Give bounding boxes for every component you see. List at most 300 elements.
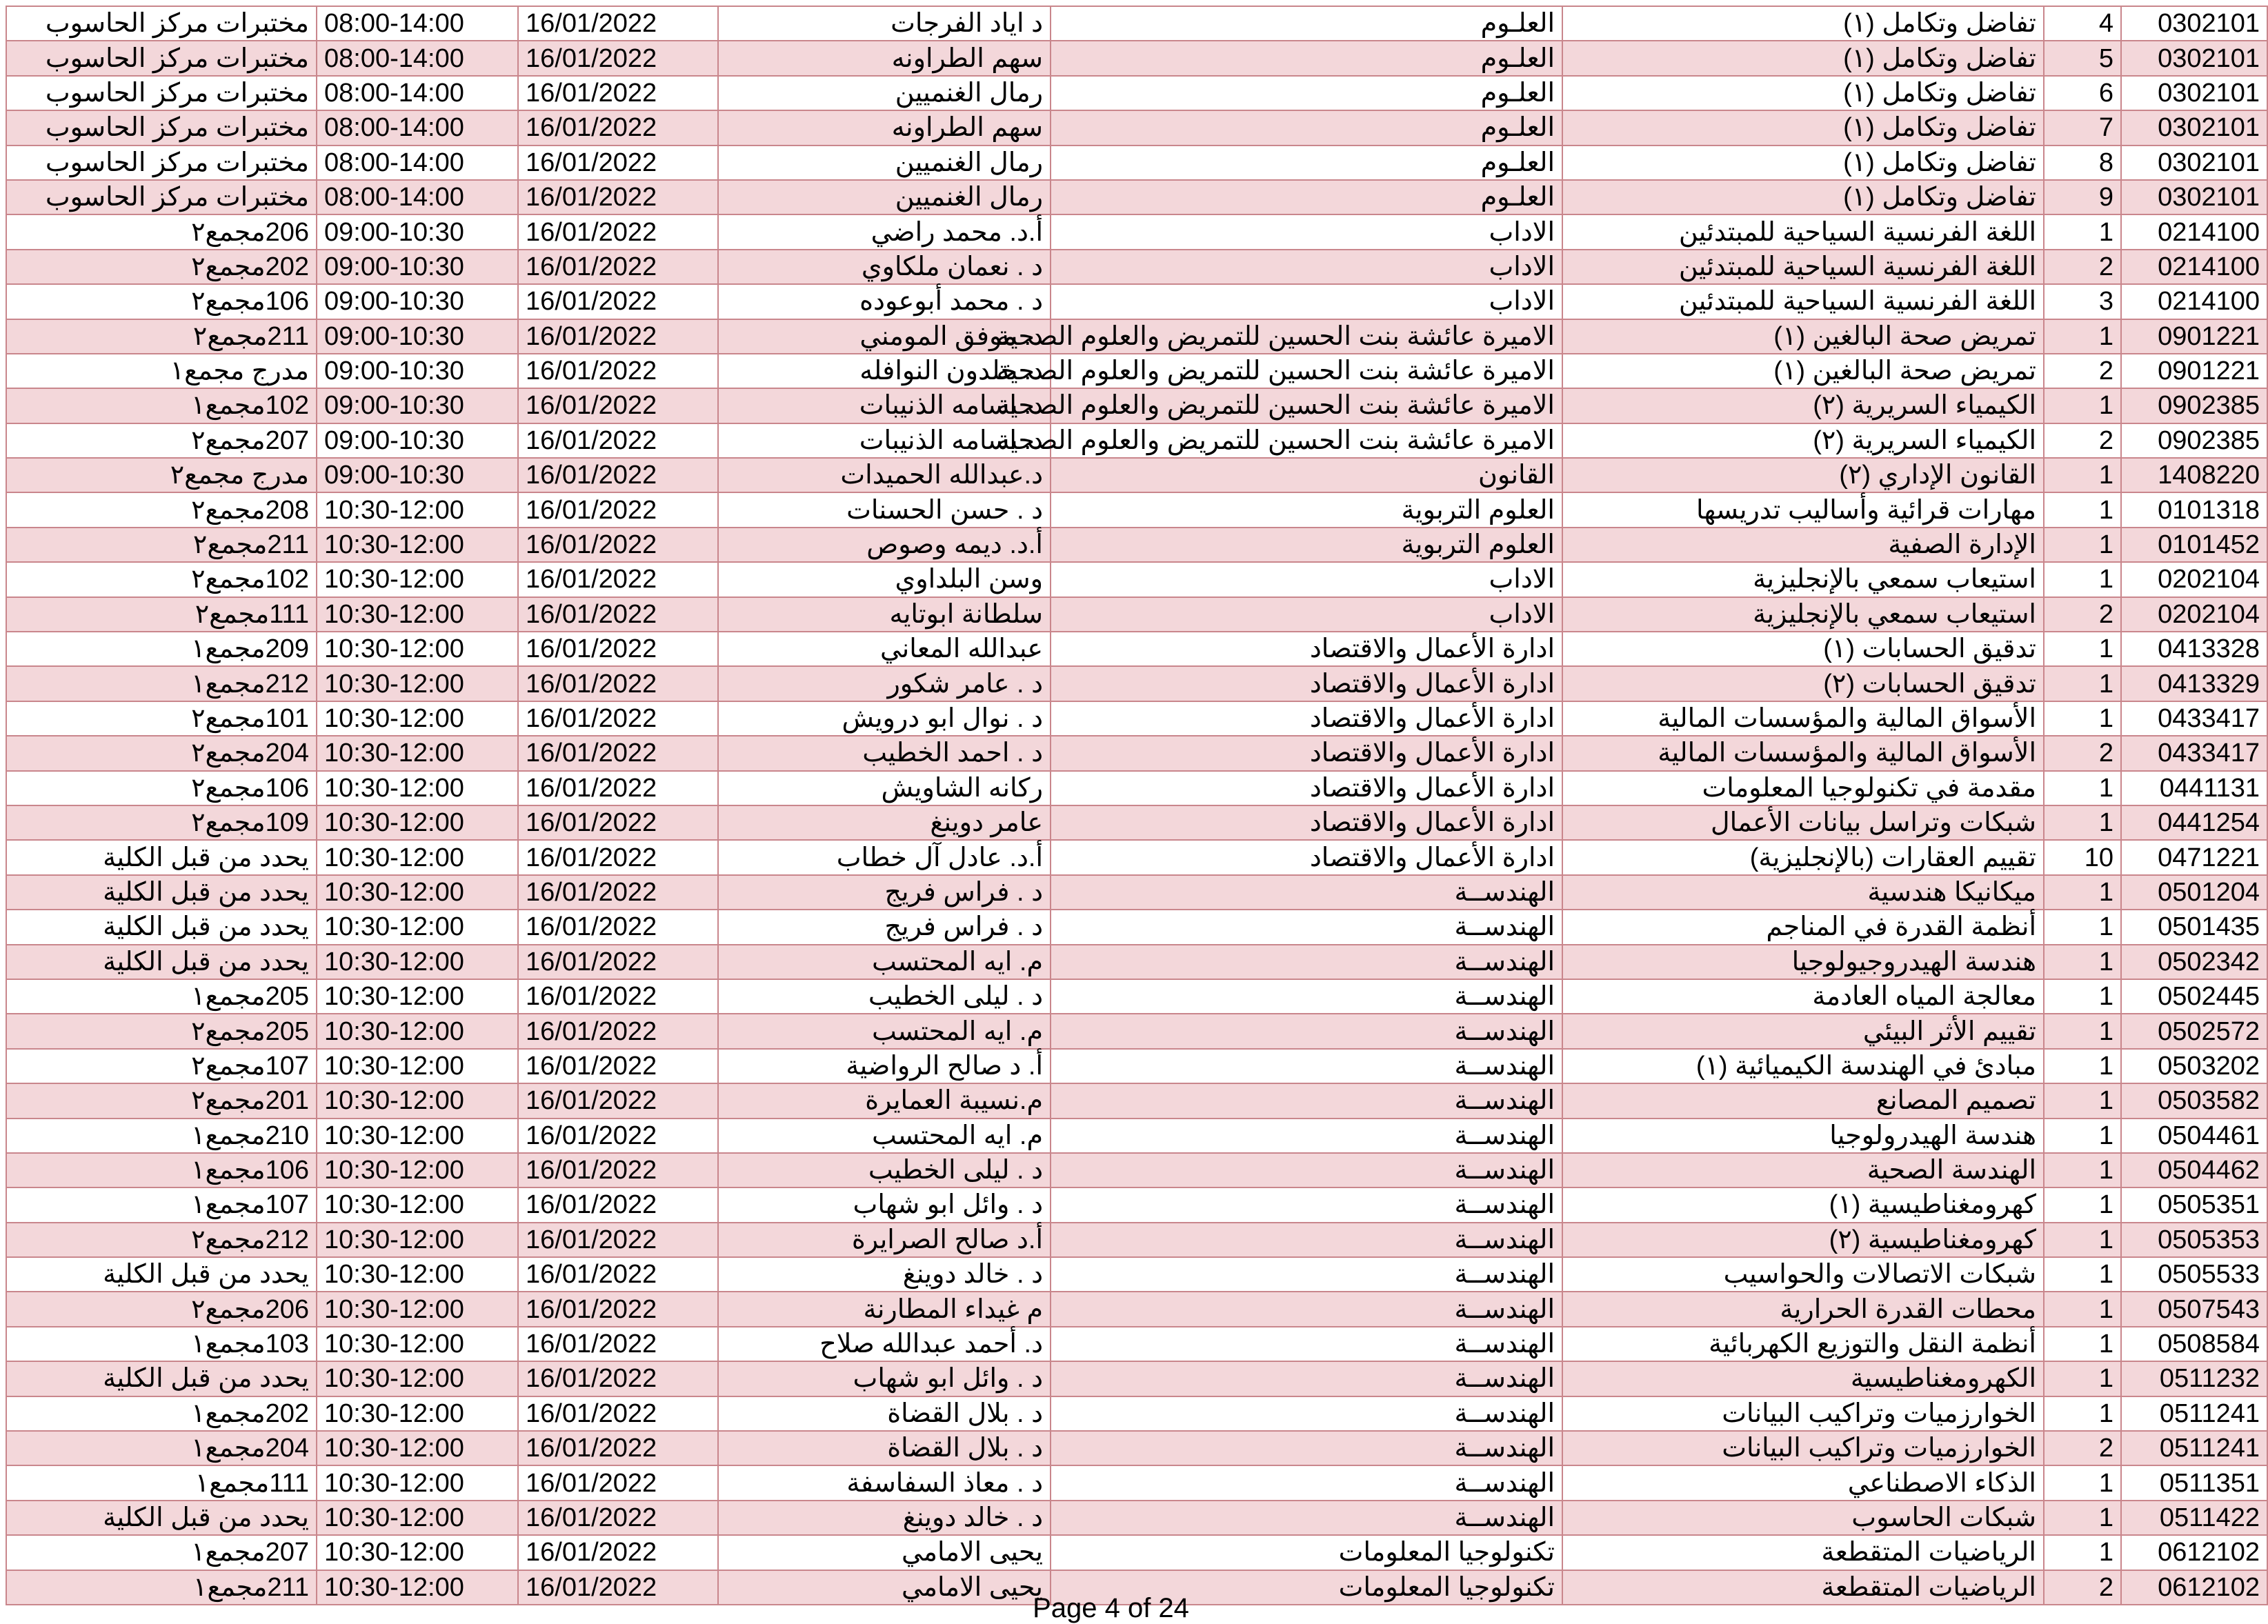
section-number-cell: 1 xyxy=(2044,1223,2121,1257)
section-number-cell: 1 xyxy=(2044,1187,2121,1222)
exam-date-cell: 16/01/2022 xyxy=(518,492,718,527)
section-number-cell: 1 xyxy=(2044,1083,2121,1118)
course-code-cell: 0511351 xyxy=(2121,1465,2267,1500)
exam-room-cell: مختبرات مركز الحاسوب xyxy=(6,146,317,180)
course-name-cell: كهرومغناطيسية (١) xyxy=(1562,1187,2044,1222)
course-code-cell: 0507543 xyxy=(2121,1292,2267,1326)
instructor-cell: د. اسامه الذنيبات xyxy=(718,388,1051,423)
instructor-cell: د . ليلى الخطيب xyxy=(718,979,1051,1014)
section-number-cell: 10 xyxy=(2044,840,2121,874)
faculty-cell: العلـوم xyxy=(1051,180,1562,214)
course-name-cell: تمريض صحة البالغين (١) xyxy=(1562,319,2044,354)
course-code-cell: 0502572 xyxy=(2121,1014,2267,1048)
instructor-cell: د . بلال القضاة xyxy=(718,1396,1051,1431)
course-name-cell: محطات القدرة الحرارية xyxy=(1562,1292,2044,1326)
exam-date-cell: 16/01/2022 xyxy=(518,597,718,632)
course-name-cell: استيعاب سمعي بالإنجليزية xyxy=(1562,562,2044,597)
course-name-cell: الكهرومغناطيسية xyxy=(1562,1361,2044,1396)
course-name-cell: الرياضيات المتقطعة xyxy=(1562,1570,2044,1605)
course-code-cell: 0214100 xyxy=(2121,284,2267,319)
exam-room-cell: 204مجمع٢ xyxy=(6,736,317,770)
exam-room-cell: 205مجمع١ xyxy=(6,979,317,1014)
table-row xyxy=(6,1292,2267,1326)
exam-time-cell: 10:30-12:00 xyxy=(317,910,518,944)
exam-time-cell: 10:30-12:00 xyxy=(317,1396,518,1431)
exam-room-cell: مختبرات مركز الحاسوب xyxy=(6,41,317,75)
section-number-cell: 1 xyxy=(2044,1014,2121,1048)
course-code-cell: 0433417 xyxy=(2121,736,2267,770)
section-number-cell: 5 xyxy=(2044,41,2121,75)
instructor-cell: عبدالله المعاني xyxy=(718,632,1051,666)
exam-date-cell: 16/01/2022 xyxy=(518,214,718,249)
exam-room-cell: 212مجمع٢ xyxy=(6,1223,317,1257)
table-row xyxy=(6,666,2267,701)
exam-room-cell: 103مجمع١ xyxy=(6,1327,317,1361)
course-name-cell: تفاضل وتكامل (١) xyxy=(1562,180,2044,214)
exam-time-cell: 10:30-12:00 xyxy=(317,1501,518,1535)
exam-room-cell: 102مجمع٢ xyxy=(6,562,317,597)
exam-date-cell: 16/01/2022 xyxy=(518,1535,718,1570)
exam-date-cell: 16/01/2022 xyxy=(518,562,718,597)
schedule-body xyxy=(6,6,2267,1605)
section-number-cell: 1 xyxy=(2044,319,2121,354)
course-name-cell: شبكات الحاسوب xyxy=(1562,1501,2044,1535)
exam-time-cell: 08:00-14:00 xyxy=(317,41,518,75)
exam-date-cell: 16/01/2022 xyxy=(518,1327,718,1361)
table-row xyxy=(6,910,2267,944)
exam-date-cell: 16/01/2022 xyxy=(518,1361,718,1396)
exam-room-cell: 207مجمع٢ xyxy=(6,423,317,458)
table-row xyxy=(6,771,2267,805)
table-row xyxy=(6,1119,2267,1153)
exam-time-cell: 10:30-12:00 xyxy=(317,1327,518,1361)
faculty-cell: العلـوم xyxy=(1051,6,1562,41)
section-number-cell: 1 xyxy=(2044,1535,2121,1570)
table-row xyxy=(6,701,2267,736)
exam-date-cell: 16/01/2022 xyxy=(518,319,718,354)
exam-date-cell: 16/01/2022 xyxy=(518,1257,718,1292)
exam-room-cell: 211مجمع٢ xyxy=(6,319,317,354)
course-name-cell: أنظمة النقل والتوزيع الكهربائية xyxy=(1562,1327,2044,1361)
section-number-cell: 1 xyxy=(2044,492,2121,527)
faculty-cell: الهندســة xyxy=(1051,1361,1562,1396)
course-name-cell: الأسواق المالية والمؤسسات المالية xyxy=(1562,701,2044,736)
course-name-cell: الأسواق المالية والمؤسسات المالية xyxy=(1562,736,2044,770)
table-row xyxy=(6,1153,2267,1187)
course-code-cell: 0302101 xyxy=(2121,180,2267,214)
exam-date-cell: 16/01/2022 xyxy=(518,76,718,110)
exam-date-cell: 16/01/2022 xyxy=(518,110,718,145)
instructor-cell: د . خالد دوينغ xyxy=(718,1257,1051,1292)
exam-time-cell: 10:30-12:00 xyxy=(317,1223,518,1257)
instructor-cell: د . نوال ابو درويش xyxy=(718,701,1051,736)
course-code-cell: 0505533 xyxy=(2121,1257,2267,1292)
section-number-cell: 2 xyxy=(2044,597,2121,632)
exam-room-cell: مدرج مجمع١ xyxy=(6,354,317,388)
exam-date-cell: 16/01/2022 xyxy=(518,1187,718,1222)
faculty-cell: ادارة الأعمال والاقتصاد xyxy=(1051,736,1562,770)
faculty-cell: ادارة الأعمال والاقتصاد xyxy=(1051,666,1562,701)
instructor-cell: م غيداء المطارنة xyxy=(718,1292,1051,1326)
faculty-cell: ادارة الأعمال والاقتصاد xyxy=(1051,701,1562,736)
course-name-cell: الذكاء الاصطناعي xyxy=(1562,1465,2044,1500)
exam-time-cell: 10:30-12:00 xyxy=(317,701,518,736)
table-row xyxy=(6,76,2267,110)
instructor-cell: د اياد الفرجات xyxy=(718,6,1051,41)
exam-time-cell: 08:00-14:00 xyxy=(317,180,518,214)
instructor-cell: م.نسيبة العمايرة xyxy=(718,1083,1051,1118)
exam-time-cell: 09:00-10:30 xyxy=(317,284,518,319)
exam-time-cell: 10:30-12:00 xyxy=(317,492,518,527)
exam-room-cell: يحدد من قبل الكلية xyxy=(6,1257,317,1292)
exam-date-cell: 16/01/2022 xyxy=(518,666,718,701)
course-code-cell: 0441131 xyxy=(2121,771,2267,805)
section-number-cell: 1 xyxy=(2044,1465,2121,1500)
exam-date-cell: 16/01/2022 xyxy=(518,284,718,319)
exam-date-cell: 16/01/2022 xyxy=(518,632,718,666)
course-name-cell: الخوارزميات وتراكيب البيانات xyxy=(1562,1396,2044,1431)
faculty-cell: الهندســة xyxy=(1051,1431,1562,1465)
table-row xyxy=(6,1535,2267,1570)
course-code-cell: 0441254 xyxy=(2121,805,2267,840)
table-row xyxy=(6,1361,2267,1396)
course-code-cell: 0511232 xyxy=(2121,1361,2267,1396)
exam-date-cell: 16/01/2022 xyxy=(518,458,718,492)
faculty-cell: ادارة الأعمال والاقتصاد xyxy=(1051,805,1562,840)
course-code-cell: 0471221 xyxy=(2121,840,2267,874)
section-number-cell: 1 xyxy=(2044,1396,2121,1431)
exam-time-cell: 10:30-12:00 xyxy=(317,1535,518,1570)
course-name-cell: هندسة الهيدرولوجيا xyxy=(1562,1119,2044,1153)
course-code-cell: 0501435 xyxy=(2121,910,2267,944)
section-number-cell: 1 xyxy=(2044,701,2121,736)
exam-time-cell: 10:30-12:00 xyxy=(317,597,518,632)
exam-room-cell: 111مجمع١ xyxy=(6,1465,317,1500)
instructor-cell: د . خالد دوينغ xyxy=(718,1501,1051,1535)
instructor-cell: سهم الطراونه xyxy=(718,110,1051,145)
table-row xyxy=(6,41,2267,75)
instructor-cell: ركانه الشاويش xyxy=(718,771,1051,805)
instructor-cell: وسن البلداوي xyxy=(718,562,1051,597)
section-number-cell: 1 xyxy=(2044,214,2121,249)
instructor-cell: د . وائل ابو شهاب xyxy=(718,1361,1051,1396)
instructor-cell: أ.د. عادل آل خطاب xyxy=(718,840,1051,874)
section-number-cell: 1 xyxy=(2044,1327,2121,1361)
table-row xyxy=(6,354,2267,388)
faculty-cell: ادارة الأعمال والاقتصاد xyxy=(1051,840,1562,874)
faculty-cell: الهندســة xyxy=(1051,1083,1562,1118)
faculty-cell: الهندســة xyxy=(1051,1257,1562,1292)
faculty-cell: الهندســة xyxy=(1051,1187,1562,1222)
table-row xyxy=(6,284,2267,319)
course-name-cell: كهرومغناطيسية (٢) xyxy=(1562,1223,2044,1257)
exam-time-cell: 09:00-10:30 xyxy=(317,388,518,423)
faculty-cell: الهندســة xyxy=(1051,1327,1562,1361)
exam-time-cell: 08:00-14:00 xyxy=(317,110,518,145)
faculty-cell: الاميرة عائشة بنت الحسين للتمريض والعلوم الصحية xyxy=(1051,423,1562,458)
table-row xyxy=(6,319,2267,354)
course-name-cell: شبكات وتراسل بيانات الأعمال xyxy=(1562,805,2044,840)
section-number-cell: 1 xyxy=(2044,1292,2121,1326)
exam-time-cell: 08:00-14:00 xyxy=(317,146,518,180)
faculty-cell: الاميرة عائشة بنت الحسين للتمريض والعلوم الصحية xyxy=(1051,388,1562,423)
table-row xyxy=(6,1014,2267,1048)
faculty-cell: العلـوم xyxy=(1051,110,1562,145)
exam-time-cell: 10:30-12:00 xyxy=(317,805,518,840)
section-number-cell: 1 xyxy=(2044,388,2121,423)
section-number-cell: 2 xyxy=(2044,1431,2121,1465)
exam-time-cell: 09:00-10:30 xyxy=(317,423,518,458)
exam-time-cell: 09:00-10:30 xyxy=(317,354,518,388)
course-code-cell: 0302101 xyxy=(2121,146,2267,180)
section-number-cell: 1 xyxy=(2044,979,2121,1014)
exam-time-cell: 10:30-12:00 xyxy=(317,1187,518,1222)
exam-date-cell: 16/01/2022 xyxy=(518,41,718,75)
exam-date-cell: 16/01/2022 xyxy=(518,180,718,214)
faculty-cell: العلوم التربوية xyxy=(1051,492,1562,527)
course-name-cell: الهندسة الصحية xyxy=(1562,1153,2044,1187)
course-name-cell: تفاضل وتكامل (١) xyxy=(1562,146,2044,180)
section-number-cell: 2 xyxy=(2044,354,2121,388)
table-row xyxy=(6,1257,2267,1292)
course-name-cell: تفاضل وتكامل (١) xyxy=(1562,110,2044,145)
instructor-cell: د.عبدالله الحميدات xyxy=(718,458,1051,492)
table-row xyxy=(6,945,2267,979)
exam-schedule-table xyxy=(6,6,2268,1605)
course-name-cell: هندسة الهيدروجيولوجيا xyxy=(1562,945,2044,979)
exam-time-cell: 09:00-10:30 xyxy=(317,214,518,249)
course-name-cell: اللغة الفرنسية السياحية للمبتدئين xyxy=(1562,214,2044,249)
table-row xyxy=(6,875,2267,910)
section-number-cell: 2 xyxy=(2044,736,2121,770)
instructor-cell: د . عامر شكور xyxy=(718,666,1051,701)
course-code-cell: 0503202 xyxy=(2121,1049,2267,1083)
table-row xyxy=(6,250,2267,284)
exam-date-cell: 16/01/2022 xyxy=(518,1431,718,1465)
exam-time-cell: 10:30-12:00 xyxy=(317,979,518,1014)
instructor-cell: د. خلدون النوافله xyxy=(718,354,1051,388)
course-code-cell: 0902385 xyxy=(2121,423,2267,458)
faculty-cell: الهندســة xyxy=(1051,1153,1562,1187)
course-code-cell: 0214100 xyxy=(2121,250,2267,284)
exam-date-cell: 16/01/2022 xyxy=(518,388,718,423)
instructor-cell: يحيى الامامي xyxy=(718,1570,1051,1605)
table-row xyxy=(6,597,2267,632)
section-number-cell: 1 xyxy=(2044,1049,2121,1083)
table-row xyxy=(6,180,2267,214)
table-row xyxy=(6,736,2267,770)
exam-time-cell: 10:30-12:00 xyxy=(317,1014,518,1048)
exam-time-cell: 10:30-12:00 xyxy=(317,875,518,910)
table-row xyxy=(6,840,2267,874)
exam-date-cell: 16/01/2022 xyxy=(518,1292,718,1326)
section-number-cell: 8 xyxy=(2044,146,2121,180)
exam-time-cell: 10:30-12:00 xyxy=(317,1431,518,1465)
section-number-cell: 2 xyxy=(2044,423,2121,458)
exam-time-cell: 08:00-14:00 xyxy=(317,6,518,41)
instructor-cell: د . بلال القضاة xyxy=(718,1431,1051,1465)
exam-date-cell: 16/01/2022 xyxy=(518,1465,718,1500)
faculty-cell: الهندســة xyxy=(1051,979,1562,1014)
course-code-cell: 0901221 xyxy=(2121,354,2267,388)
exam-date-cell: 16/01/2022 xyxy=(518,910,718,944)
page-number: Page 4 of 24 xyxy=(1033,1593,1189,1623)
faculty-cell: ادارة الأعمال والاقتصاد xyxy=(1051,771,1562,805)
exam-date-cell: 16/01/2022 xyxy=(518,1570,718,1605)
course-name-cell: القانون الإداري (٢) xyxy=(1562,458,2044,492)
section-number-cell: 2 xyxy=(2044,250,2121,284)
course-code-cell: 0413329 xyxy=(2121,666,2267,701)
exam-date-cell: 16/01/2022 xyxy=(518,528,718,562)
faculty-cell: ادارة الأعمال والاقتصاد xyxy=(1051,632,1562,666)
course-code-cell: 0214100 xyxy=(2121,214,2267,249)
instructor-cell: د . ليلى الخطيب xyxy=(718,1153,1051,1187)
instructor-cell: سلطانة ابوتايه xyxy=(718,597,1051,632)
exam-room-cell: 106مجمع٢ xyxy=(6,284,317,319)
exam-room-cell: 201مجمع٢ xyxy=(6,1083,317,1118)
exam-date-cell: 16/01/2022 xyxy=(518,1049,718,1083)
course-code-cell: 0502445 xyxy=(2121,979,2267,1014)
exam-room-cell: مختبرات مركز الحاسوب xyxy=(6,76,317,110)
course-name-cell: تفاضل وتكامل (١) xyxy=(1562,6,2044,41)
course-name-cell: شبكات الاتصالات والحواسيب xyxy=(1562,1257,2044,1292)
exam-room-cell: 202مجمع١ xyxy=(6,1396,317,1431)
instructor-cell: د . حسن الحسنات xyxy=(718,492,1051,527)
course-code-cell: 0413328 xyxy=(2121,632,2267,666)
course-code-cell: 0505353 xyxy=(2121,1223,2267,1257)
course-name-cell: استيعاب سمعي بالإنجليزية xyxy=(1562,597,2044,632)
exam-room-cell: 206مجمع٢ xyxy=(6,1292,317,1326)
course-name-cell: تمريض صحة البالغين (١) xyxy=(1562,354,2044,388)
course-name-cell: تقييم العقارات (بالإنجليزية) xyxy=(1562,840,2044,874)
section-number-cell: 1 xyxy=(2044,1119,2121,1153)
faculty-cell: الهندســة xyxy=(1051,910,1562,944)
section-number-cell: 1 xyxy=(2044,805,2121,840)
instructor-cell: د . محمد أبوعوده xyxy=(718,284,1051,319)
exam-room-cell: 107مجمع١ xyxy=(6,1187,317,1222)
exam-date-cell: 16/01/2022 xyxy=(518,771,718,805)
exam-time-cell: 10:30-12:00 xyxy=(317,666,518,701)
instructor-cell: أ. د صالح الرواضية xyxy=(718,1049,1051,1083)
instructor-cell: م. ايه المحتسب xyxy=(718,1014,1051,1048)
course-code-cell: 0101452 xyxy=(2121,528,2267,562)
exam-date-cell: 16/01/2022 xyxy=(518,1014,718,1048)
exam-room-cell: 101مجمع٢ xyxy=(6,701,317,736)
course-code-cell: 0302101 xyxy=(2121,76,2267,110)
exam-time-cell: 10:30-12:00 xyxy=(317,1083,518,1118)
course-name-cell: الكيمياء السريرية (٢) xyxy=(1562,388,2044,423)
faculty-cell: تكنولوجيا المعلومات xyxy=(1051,1570,1562,1605)
course-code-cell: 0302101 xyxy=(2121,6,2267,41)
exam-room-cell: 109مجمع٢ xyxy=(6,805,317,840)
exam-date-cell: 16/01/2022 xyxy=(518,6,718,41)
section-number-cell: 1 xyxy=(2044,528,2121,562)
exam-date-cell: 16/01/2022 xyxy=(518,736,718,770)
table-row xyxy=(6,458,2267,492)
course-name-cell: تدقيق الحسابات (٢) xyxy=(1562,666,2044,701)
exam-room-cell: يحدد من قبل الكلية xyxy=(6,1501,317,1535)
exam-room-cell: 211مجمع١ xyxy=(6,1570,317,1605)
course-code-cell: 0502342 xyxy=(2121,945,2267,979)
section-number-cell: 1 xyxy=(2044,945,2121,979)
exam-time-cell: 08:00-14:00 xyxy=(317,76,518,110)
instructor-cell: أ.د صالح الصرايرة xyxy=(718,1223,1051,1257)
faculty-cell: الاداب xyxy=(1051,562,1562,597)
section-number-cell: 2 xyxy=(2044,1570,2121,1605)
exam-date-cell: 16/01/2022 xyxy=(518,1119,718,1153)
faculty-cell: الهندســة xyxy=(1051,1292,1562,1326)
exam-time-cell: 10:30-12:00 xyxy=(317,1292,518,1326)
instructor-cell: د . وائل ابو شهاب xyxy=(718,1187,1051,1222)
faculty-cell: الهندســة xyxy=(1051,945,1562,979)
exam-room-cell: يحدد من قبل الكلية xyxy=(6,875,317,910)
exam-room-cell: مختبرات مركز الحاسوب xyxy=(6,6,317,41)
section-number-cell: 1 xyxy=(2044,1153,2121,1187)
exam-room-cell: مختبرات مركز الحاسوب xyxy=(6,180,317,214)
course-name-cell: الإدارة الصفية xyxy=(1562,528,2044,562)
exam-room-cell: يحدد من قبل الكلية xyxy=(6,840,317,874)
section-number-cell: 1 xyxy=(2044,562,2121,597)
exam-room-cell: يحدد من قبل الكلية xyxy=(6,910,317,944)
exam-date-cell: 16/01/2022 xyxy=(518,423,718,458)
exam-room-cell: 205مجمع٢ xyxy=(6,1014,317,1048)
section-number-cell: 1 xyxy=(2044,632,2121,666)
faculty-cell: العلوم التربوية xyxy=(1051,528,1562,562)
section-number-cell: 1 xyxy=(2044,458,2121,492)
faculty-cell: الهندســة xyxy=(1051,875,1562,910)
course-name-cell: مهارات قرائية وأساليب تدريسها xyxy=(1562,492,2044,527)
exam-room-cell: 210مجمع١ xyxy=(6,1119,317,1153)
table-row xyxy=(6,1431,2267,1465)
faculty-cell: الهندســة xyxy=(1051,1223,1562,1257)
instructor-cell: عامر دوينغ xyxy=(718,805,1051,840)
faculty-cell: الهندســة xyxy=(1051,1396,1562,1431)
faculty-cell: الاميرة عائشة بنت الحسين للتمريض والعلوم الصحية xyxy=(1051,319,1562,354)
section-number-cell: 4 xyxy=(2044,6,2121,41)
section-number-cell: 1 xyxy=(2044,666,2121,701)
instructor-cell: د. اسامه الذنيبات xyxy=(718,423,1051,458)
course-name-cell: تقييم الأثر البيئي xyxy=(1562,1014,2044,1048)
exam-date-cell: 16/01/2022 xyxy=(518,1153,718,1187)
exam-room-cell: 207مجمع١ xyxy=(6,1535,317,1570)
faculty-cell: الهندســة xyxy=(1051,1119,1562,1153)
exam-time-cell: 09:00-10:30 xyxy=(317,319,518,354)
exam-time-cell: 10:30-12:00 xyxy=(317,1465,518,1500)
course-code-cell: 0901221 xyxy=(2121,319,2267,354)
section-number-cell: 7 xyxy=(2044,110,2121,145)
course-code-cell: 0504461 xyxy=(2121,1119,2267,1153)
instructor-cell: د. أحمد عبدالله صلاح xyxy=(718,1327,1051,1361)
faculty-cell: الهندســة xyxy=(1051,1014,1562,1048)
table-row xyxy=(6,805,2267,840)
instructor-cell: د . احمد الخطيب xyxy=(718,736,1051,770)
exam-date-cell: 16/01/2022 xyxy=(518,1223,718,1257)
course-name-cell: الخوارزميات وتراكيب البيانات xyxy=(1562,1431,2044,1465)
course-name-cell: تصميم المصانع xyxy=(1562,1083,2044,1118)
exam-date-cell: 16/01/2022 xyxy=(518,354,718,388)
exam-date-cell: 16/01/2022 xyxy=(518,250,718,284)
faculty-cell: العلـوم xyxy=(1051,76,1562,110)
section-number-cell: 1 xyxy=(2044,875,2121,910)
exam-room-cell: 202مجمع٢ xyxy=(6,250,317,284)
instructor-cell: أ.د. محمد راضي xyxy=(718,214,1051,249)
exam-room-cell: يحدد من قبل الكلية xyxy=(6,945,317,979)
table-row xyxy=(6,388,2267,423)
course-code-cell: 0302101 xyxy=(2121,41,2267,75)
table-row xyxy=(6,492,2267,527)
exam-room-cell: 111مجمع٢ xyxy=(6,597,317,632)
faculty-cell: القانون xyxy=(1051,458,1562,492)
